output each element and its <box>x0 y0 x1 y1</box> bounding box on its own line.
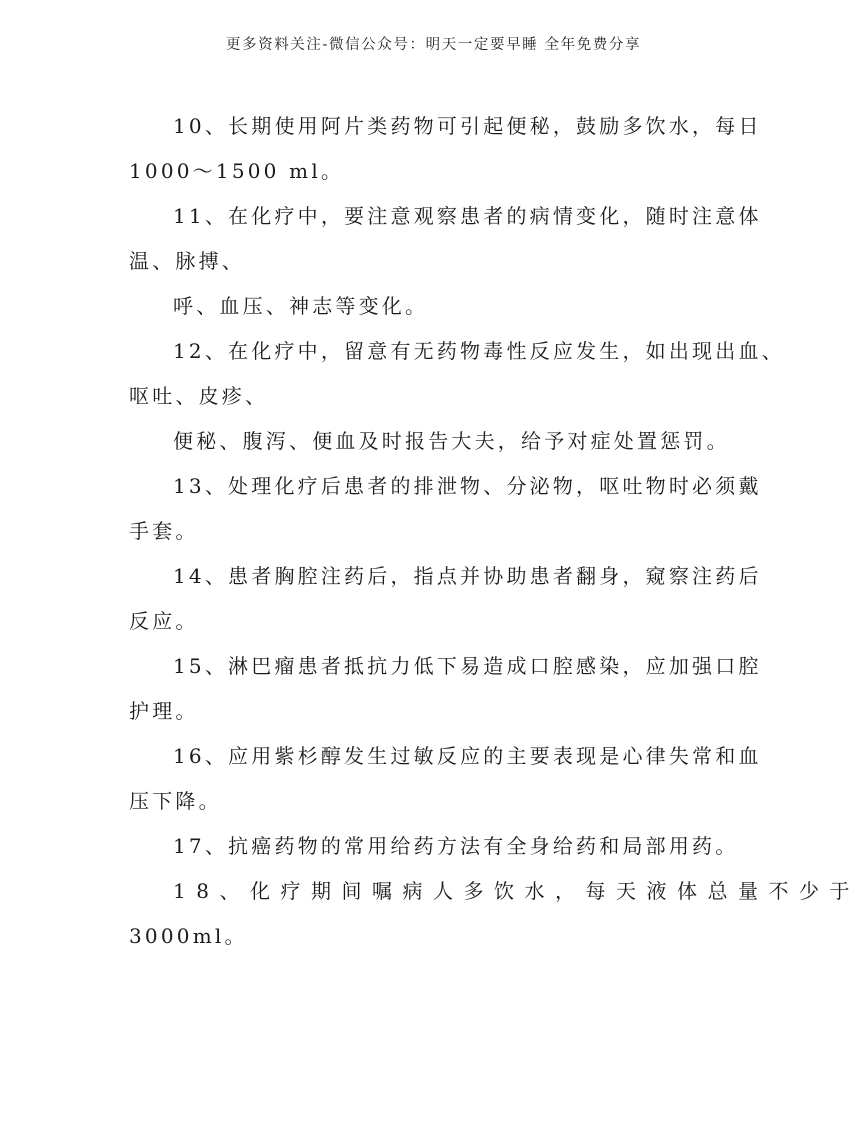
paragraph-line: 手套。 <box>129 519 199 543</box>
paragraph-line: 护理。 <box>129 699 199 723</box>
paragraph-line: 温、脉搏、 <box>129 249 245 273</box>
paragraph-line: 16、应用紫杉醇发生过敏反应的主要表现是心律失常和血 <box>173 744 762 768</box>
paragraph-line: 呕吐、皮疹、 <box>129 384 269 408</box>
paragraph-line: 压下降。 <box>129 789 222 813</box>
paragraph-line: 17、抗癌药物的常用给药方法有全身给药和局部用药。 <box>173 834 739 858</box>
paragraph-line: 10、长期使用阿片类药物可引起便秘，鼓励多饮水，每日 <box>173 114 762 138</box>
paragraph-line: 13、处理化疗后患者的排泄物、分泌物，呕吐物时必须戴 <box>173 474 762 498</box>
paragraph-line: 15、淋巴瘤患者抵抗力低下易造成口腔感染，应加强口腔 <box>173 654 762 678</box>
paragraph-line: 11、在化疗中，要注意观察患者的病情变化，随时注意体 <box>173 204 762 228</box>
paragraph-line: 3000ml。 <box>129 924 248 948</box>
page-header: 更多资料关注-微信公众号：明天一定要早睡 全年免费分享 <box>225 37 642 53</box>
paragraph-line: 14、患者胸腔注药后，指点并协助患者翻身，窥察注药后 <box>173 564 762 588</box>
paragraph-line: 反应。 <box>129 609 199 633</box>
paragraph-line: 18、化疗期间嘱病人多饮水，每天液体总量不少于 <box>173 879 860 903</box>
paragraph-line: 呼、血压、神志等变化。 <box>173 294 429 318</box>
paragraph-line: 1000～1500 ml。 <box>129 159 345 183</box>
paragraph-line: 便秘、腹泻、便血及时报告大夫，给予对症处置惩罚。 <box>173 429 730 453</box>
paragraph-line: 12、在化疗中，留意有无药物毒性反应发生，如出现出血、 <box>173 339 785 363</box>
